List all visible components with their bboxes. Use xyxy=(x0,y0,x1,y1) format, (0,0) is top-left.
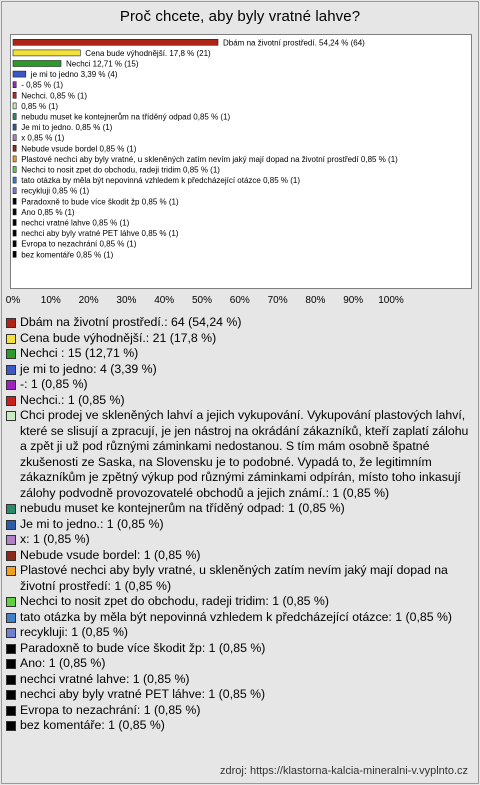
bar-label: - 0,85 % (1) xyxy=(21,80,63,90)
bar-label: Paradoxně to bude více škodit žp 0,85 % (1) xyxy=(21,197,179,207)
legend-item xyxy=(6,672,472,688)
legend-item xyxy=(6,703,472,719)
bar-label: Cena bude výhodnější. 17,8 % (21) xyxy=(85,48,211,58)
legend-item xyxy=(6,362,472,378)
x-tick-label: 40% xyxy=(154,295,175,306)
x-tick-label: 60% xyxy=(229,295,250,306)
bar-label: bez komentáře 0,85 % (1) xyxy=(21,250,114,260)
x-tick-label: 50% xyxy=(191,295,213,306)
legend-item xyxy=(6,377,472,393)
chart-title: Proč chcete, aby byly vratné lahve? xyxy=(119,8,361,25)
legend-label: bez komentáře: 1 (0,85 %) xyxy=(20,718,165,732)
legend-item xyxy=(6,656,472,672)
bar-label: Nechci 12,71 % (15) xyxy=(66,59,139,69)
legend-label: tato otázka by měla být nepovinná vzhledem k předcházející otázce: 1 (0,85 %) xyxy=(20,609,452,624)
legend-item xyxy=(6,346,472,362)
legend-item xyxy=(6,408,472,501)
legend-label: Evropa to nezachrání: 1 (0,85 %) xyxy=(20,702,201,717)
legend-swatch xyxy=(6,318,16,328)
legend-label: Nechci : 15 (12,71 %) xyxy=(20,346,139,360)
legend-item xyxy=(6,687,472,703)
bar xyxy=(13,50,80,56)
legend-swatch xyxy=(6,566,16,576)
legend-swatch xyxy=(6,504,16,514)
x-tick-label: 0% xyxy=(5,295,21,306)
bar xyxy=(13,61,61,67)
legend-item xyxy=(6,625,472,641)
bar xyxy=(13,92,16,98)
legend-swatch xyxy=(6,396,16,406)
bar-label: nechci vratné lahve 0,85 % (1) xyxy=(21,218,130,228)
legend-label: Nechci to nosit zpet do obchodu, radeji tridim: 1 (0,85 %) xyxy=(20,594,329,608)
bar xyxy=(13,103,16,109)
legend-item xyxy=(6,641,472,657)
bar xyxy=(13,156,16,162)
legend-label: x: 1 (0,85 %) xyxy=(20,532,90,546)
x-tick-label: 10% xyxy=(40,295,61,306)
legend-swatch xyxy=(6,380,16,390)
bar-label: Evropa to nezachrání 0,85 % (1) xyxy=(21,239,137,249)
x-tick-label: 100% xyxy=(378,295,404,306)
bar-label: Nechci. 0,85 % (1) xyxy=(21,91,88,101)
legend-item xyxy=(6,548,472,564)
legend-swatch xyxy=(6,706,16,716)
legend-label: Nebude vsude bordel: 1 (0,85 %) xyxy=(20,547,201,562)
legend-swatch xyxy=(6,411,16,421)
legend-swatch xyxy=(6,365,16,375)
bar xyxy=(13,71,26,77)
bar-label: 0,85 % (1) xyxy=(21,101,59,111)
bar-label: nechci aby byly vratné PET láhve 0,85 % (1) xyxy=(21,229,179,239)
bar xyxy=(13,82,16,88)
bar-label: tato otázka by měla být nepovinná vzhledem k předcházející otázce 0,85 % (1) xyxy=(21,176,301,186)
x-tick-label: 30% xyxy=(116,295,137,306)
bar-label: Ano 0,85 % (1) xyxy=(21,207,75,217)
legend xyxy=(6,315,472,734)
x-tick-label: 90% xyxy=(343,295,364,306)
legend-item xyxy=(6,331,472,347)
bar-label: Dbám na životní prostředí. 54,24 % (64) xyxy=(223,38,365,48)
legend-label: Plastové nechci aby byly vratné, u skleněných zatím nevím jaký mají dopad na životní prostředí: 1 (0,85 %) xyxy=(20,563,448,593)
legend-item xyxy=(6,532,472,548)
legend-label: nechci aby byly vratné PET láhve: 1 (0,85 %) xyxy=(20,687,266,701)
legend-swatch xyxy=(6,690,16,700)
bar-label: nebudu muset ke kontejnerům na tříděný odpad 0,85 % (1) xyxy=(21,112,231,122)
x-tick-label: 20% xyxy=(78,295,99,306)
legend-label: Chci prodej ve skleněných lahví a jejich vykupování. Vykupování plastových lahví, které se slisují a zpracují, je jen nástroj na okrádání zákazníků, kteří zaplatí zálohu a zpět ji už pod různými záminkami nedostanou. S tím mám osobně špatné zkušenosti ze Saska, na Slovensku je to podobné. Vypadá to, že legitimním zákazníkům je zpětný výkup pod různými záminkami odpírán, místo toho inkasují zálohy podvodně provozovatelé obchodů a jejich známí.: 1 (0,85 %) xyxy=(20,408,469,500)
legend-swatch xyxy=(6,628,16,638)
legend-item xyxy=(6,563,472,594)
x-tick-label: 70% xyxy=(267,295,288,306)
legend-swatch xyxy=(6,721,16,731)
legend-label: nechci vratné lahve: 1 (0,85 %) xyxy=(20,671,190,686)
bar-label: recykluji 0,85 % (1) xyxy=(21,186,90,196)
bar-chart xyxy=(0,0,480,310)
bar xyxy=(13,220,16,226)
legend-item xyxy=(6,501,472,517)
bar xyxy=(13,167,16,173)
legend-swatch xyxy=(6,520,16,530)
legend-label: recykluji: 1 (0,85 %) xyxy=(20,625,128,639)
legend-label: Cena bude výhodnější.: 21 (17,8 %) xyxy=(20,330,217,345)
bar xyxy=(13,177,16,183)
legend-swatch xyxy=(6,349,16,359)
bar-label: je mi to jedno 3,39 % (4) xyxy=(30,70,118,80)
bar xyxy=(13,145,16,151)
legend-swatch xyxy=(6,675,16,685)
bar xyxy=(13,39,218,45)
legend-label: -: 1 (0,85 %) xyxy=(20,377,88,391)
legend-swatch xyxy=(6,597,16,607)
legend-item xyxy=(6,594,472,610)
legend-label: Paradoxně to bude více škodit žp: 1 (0,85 %) xyxy=(20,640,266,655)
bar xyxy=(13,241,16,247)
legend-label: Dbám na životní prostředí.: 64 (54,24 %) xyxy=(20,315,242,329)
legend-item xyxy=(6,393,472,409)
legend-label: Nechci.: 1 (0,85 %) xyxy=(20,392,125,407)
legend-swatch xyxy=(6,613,16,623)
legend-item xyxy=(6,315,472,331)
legend-swatch xyxy=(6,334,16,344)
bar-label: Plastové nechci aby byly vratné, u skleněných zatím nevím jaký mají dopad na životní prostředí 0,85 % (1) xyxy=(21,154,398,164)
bar xyxy=(13,198,16,204)
legend-item xyxy=(6,718,472,734)
bar xyxy=(13,124,16,130)
legend-label: nebudu muset ke kontejnerům na tříděný odpad: 1 (0,85 %) xyxy=(20,501,345,515)
legend-item xyxy=(6,517,472,533)
bar xyxy=(13,135,16,141)
legend-label: Je mi to jedno.: 1 (0,85 %) xyxy=(20,516,164,531)
legend-item xyxy=(6,610,472,626)
bar xyxy=(13,209,16,215)
x-tick-label: 80% xyxy=(305,295,326,306)
legend-swatch xyxy=(6,644,16,654)
bar xyxy=(13,230,16,236)
legend-swatch xyxy=(6,535,16,545)
legend-swatch xyxy=(6,659,16,669)
source-note: zdroj: https://klastorna-kalcia-mineralni-v.vyplnto.cz xyxy=(220,765,468,777)
bar-label: Nechci to nosit zpet do obchodu, radeji tridim 0,85 % (1) xyxy=(21,165,220,175)
legend-label: Ano: 1 (0,85 %) xyxy=(20,656,106,670)
legend-label: je mi to jedno: 4 (3,39 %) xyxy=(20,361,157,376)
bar xyxy=(13,114,16,120)
legend-swatch xyxy=(6,551,16,561)
bar-label: Nebude vsude bordel 0,85 % (1) xyxy=(21,144,137,154)
bar-label: x 0,85 % (1) xyxy=(21,133,65,143)
bar-label: Je mi to jedno. 0,85 % (1) xyxy=(21,123,113,133)
bar xyxy=(13,251,16,257)
bar xyxy=(13,188,16,194)
